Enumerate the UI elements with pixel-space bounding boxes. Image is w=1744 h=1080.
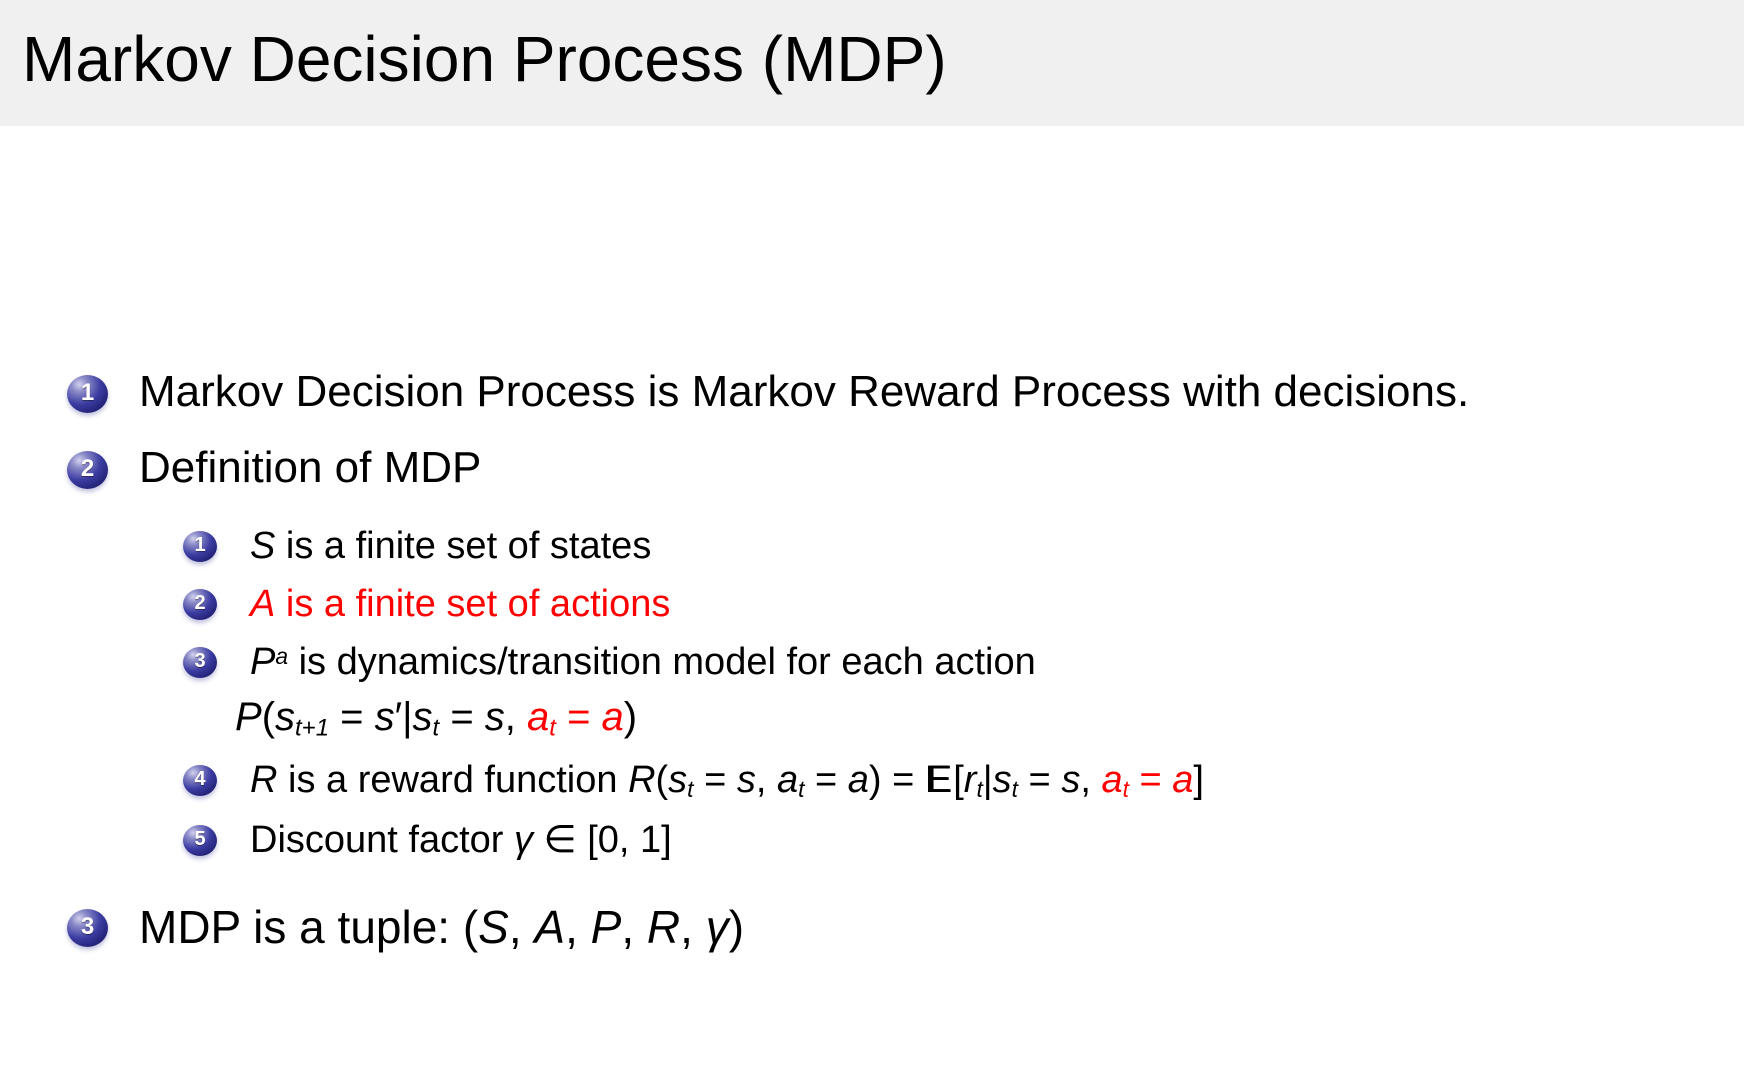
enumerate-ball-sub-3 — [183, 647, 217, 678]
text-segment: MDP is a tuple: — [139, 901, 463, 953]
item-text — [250, 582, 670, 627]
text-segment: , — [504, 695, 528, 739]
sub-item-4 — [183, 758, 1204, 803]
list-item-1 — [67, 366, 1469, 418]
list-item-3 — [67, 900, 744, 954]
text-segment: , — [755, 759, 777, 801]
math-variable: P — [235, 695, 262, 739]
text-segment: | — [982, 759, 993, 801]
text-segment: t+1 — [295, 714, 330, 742]
text-segment: ( — [462, 901, 479, 953]
text-segment: Markov Decision Process is Markov Reward Process with decisions. — [139, 367, 1470, 416]
math-variable: S — [250, 525, 276, 567]
enumerate-ball-3 — [67, 909, 108, 947]
text-segment: = — [329, 695, 375, 739]
text-segment: ] — [1193, 759, 1204, 801]
transition-formula — [235, 694, 637, 743]
math-variable: s — [992, 759, 1012, 801]
slide-title: Markov Decision Process (MDP) — [22, 23, 947, 95]
text-segment: = — [439, 695, 485, 739]
formula-text — [235, 694, 637, 743]
text-segment: , — [565, 901, 591, 953]
enumerate-ball-number: 3 — [80, 912, 95, 940]
math-variable: s — [412, 695, 433, 739]
item-text — [250, 640, 1036, 685]
slide-title-bar — [0, 0, 1744, 126]
text-segment: is a reward function — [277, 759, 629, 801]
math-variable: a — [1101, 759, 1123, 801]
item-text — [250, 758, 1204, 803]
enumerate-ball-sub-2 — [183, 589, 217, 620]
text-segment: ′| — [394, 695, 413, 739]
enumerate-ball-number: 2 — [80, 454, 95, 482]
math-variable: a — [847, 759, 869, 801]
math-variable: a — [601, 695, 624, 739]
math-variable: r — [963, 759, 977, 801]
text-segment: t — [798, 776, 805, 803]
double-struck-E: E — [924, 759, 951, 801]
enumerate-ball-number: 1 — [80, 378, 95, 406]
enumerate-ball-number: 5 — [194, 827, 206, 850]
item-text — [250, 818, 672, 863]
math-variable: P — [250, 641, 276, 683]
text-segment: , — [1080, 759, 1102, 801]
text-segment: , — [680, 901, 706, 953]
math-variable: s — [736, 759, 756, 801]
text-segment: Definition of MDP — [139, 443, 482, 492]
sub-item-5 — [183, 818, 672, 863]
enumerate-ball-number: 4 — [194, 767, 206, 790]
math-variable: s — [374, 695, 395, 739]
sub-item-3 — [183, 640, 1036, 685]
math-variable: A — [534, 901, 566, 953]
math-variable: A — [250, 583, 276, 625]
item-text — [139, 366, 1469, 418]
math-variable: a — [1172, 759, 1194, 801]
enumerate-ball-sub-4 — [183, 765, 217, 796]
text-segment: = — [804, 759, 848, 801]
enumerate-ball-number: 1 — [194, 533, 206, 556]
text-segment: ∈ [0, 1] — [533, 819, 672, 861]
math-variable: s — [484, 695, 505, 739]
text-segment: t — [1122, 776, 1129, 803]
sub-item-1 — [183, 524, 651, 569]
item-text — [139, 900, 744, 954]
text-segment: ) = — [868, 759, 925, 801]
text-segment: = — [555, 695, 602, 739]
enumerate-ball-sub-5 — [183, 825, 217, 856]
math-variable: s — [668, 759, 688, 801]
text-segment: t — [976, 776, 983, 803]
text-segment: ( — [261, 695, 276, 739]
text-segment: ) — [728, 901, 745, 953]
text-segment: t — [432, 714, 440, 742]
text-segment: [ — [953, 759, 964, 801]
enumerate-ball-1 — [67, 375, 108, 413]
text-segment: ) — [623, 695, 638, 739]
text-segment: a — [275, 642, 289, 669]
item-text — [250, 524, 651, 569]
math-variable: S — [478, 901, 509, 953]
sub-item-2 — [183, 582, 670, 627]
text-segment: Discount factor — [250, 819, 514, 861]
item-text — [139, 442, 481, 494]
math-variable: P — [590, 901, 622, 953]
text-segment: t — [687, 776, 694, 803]
math-variable: s — [1061, 759, 1081, 801]
math-variable: γ — [705, 901, 729, 953]
math-variable: a — [776, 759, 799, 801]
enumerate-ball-2 — [67, 451, 108, 489]
list-item-2 — [67, 442, 481, 494]
text-segment: is a finite set of actions — [275, 583, 671, 625]
math-variable: s — [275, 695, 296, 739]
text-segment: ( — [655, 759, 669, 801]
text-segment: = — [693, 759, 737, 801]
math-variable: R — [250, 759, 278, 801]
text-segment: is dynamics/transition model for each action — [288, 641, 1036, 683]
text-segment: = — [1018, 759, 1062, 801]
math-variable: γ — [514, 819, 533, 861]
math-variable: R — [646, 901, 681, 953]
math-variable: R — [628, 759, 656, 801]
text-segment: , — [621, 901, 647, 953]
text-segment: is a finite set of states — [275, 525, 652, 567]
text-segment: t — [549, 714, 556, 742]
math-variable: a — [527, 695, 550, 739]
text-segment: t — [1011, 776, 1018, 803]
text-segment: = — [1128, 759, 1173, 801]
enumerate-ball-sub-1 — [183, 531, 217, 562]
enumerate-ball-number: 3 — [194, 649, 206, 672]
enumerate-ball-number: 2 — [194, 591, 206, 614]
text-segment: , — [508, 901, 535, 953]
